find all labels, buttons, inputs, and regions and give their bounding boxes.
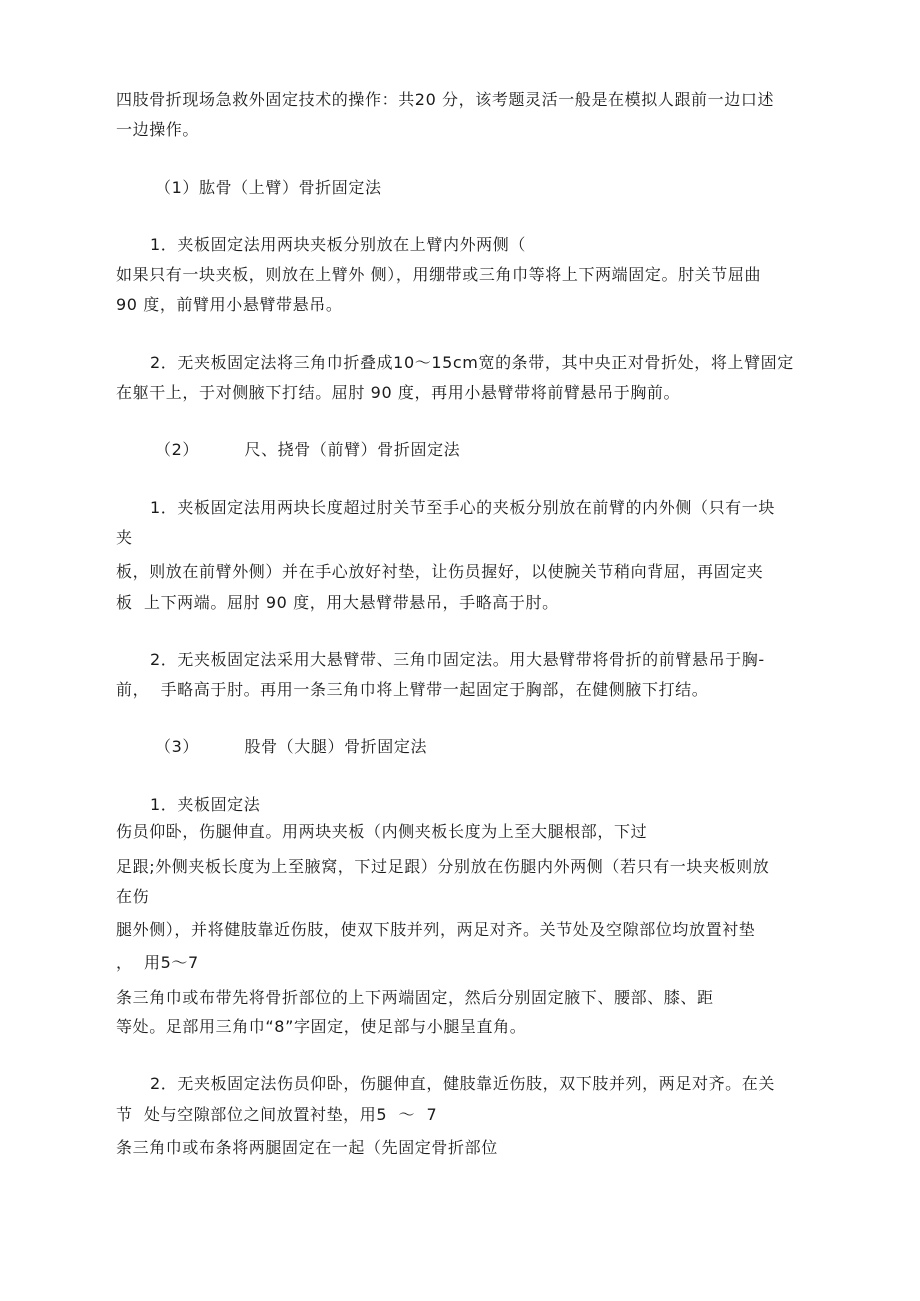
femur-item-2-line-2: 节 处与空隙部位之间放置衬垫，用5 ～ 7 — [116, 1105, 438, 1124]
femur-item-1-line-5: 腿外侧），并将健肢靠近伤肢，使双下肢并列，两足对齐。关节处及空隙部位均放置衬垫 — [116, 920, 756, 939]
forearm-item-2-line-1: 2．无夹板固定法采用大悬臂带、三角巾固定法。用大悬臂带将骨折的前臂悬吊于胸- — [150, 650, 765, 669]
forearm-item-2-line-2: 前， 手略高于肘。再用一条三角巾将上臂带一起固定于胸部，在健侧腋下打结。 — [116, 680, 709, 699]
femur-item-1-line-4: 在伤 — [116, 887, 150, 906]
humerus-item-2-line-2: 在躯干上，于对侧腋下打结。屈肘 90 度，再用小悬臂带将前臂悬吊于胸前。 — [116, 383, 681, 402]
humerus-item-2-line-1: 2．无夹板固定法将三角巾折叠成10～15cm宽的条带，其中央正对骨折处，将上臂固定 — [150, 353, 794, 372]
forearm-item-1-line-3: 板，则放在前臂外侧）并在手心放好衬垫，让伤员握好，以使腕关节稍向背屈，再固定夹 — [116, 562, 764, 581]
femur-item-1-line-8: 等处。足部用三角巾“8”字固定，使足部与小腿呈直角。 — [116, 1017, 527, 1036]
humerus-item-1-line-2: 如果只有一块夹板，则放在上臂外 侧），用绷带或三角巾等将上下两端固定。肘关节屈曲 — [116, 265, 762, 284]
section-heading-humerus: （1）肱骨（上臂）骨折固定法 — [155, 178, 382, 197]
section-heading-femur: （3） 股骨（大腿）骨折固定法 — [155, 737, 428, 756]
humerus-item-1-line-3: 90 度，前臂用小悬臂带悬吊。 — [116, 295, 343, 314]
forearm-item-1-line-2: 夹 — [116, 528, 133, 547]
intro-line-1: 四肢骨折现场急救外固定技术的操作：共20 分，该考题灵活一般是在模拟人跟前一边口述 — [116, 90, 775, 109]
femur-item-2-line-3: 条三角巾或布条将两腿固定在一起（先固定骨折部位 — [116, 1138, 498, 1157]
femur-item-1-line-3: 足跟;外侧夹板长度为上至腋窝，下过足跟）分别放在伤腿内外两侧（若只有一块夹板则放 — [116, 857, 770, 876]
femur-item-1-line-1: 1．夹板固定法 — [150, 795, 261, 814]
femur-item-1-line-6: ， 用5～7 — [116, 953, 199, 972]
intro-line-2: 一边操作。 — [116, 120, 200, 139]
section-heading-forearm: （2） 尺、挠骨（前臂）骨折固定法 — [155, 440, 461, 459]
femur-item-1-line-7: 条三角巾或布带先将骨折部位的上下两端固定，然后分别固定腋下、腰部、膝、距 — [116, 988, 714, 1007]
forearm-item-1-line-4: 板 上下两端。屈肘 90 度，用大悬臂带悬吊，手略高于肘。 — [116, 593, 559, 612]
femur-item-2-line-1: 2．无夹板固定法伤员仰卧，伤腿伸直，健肢靠近伤肢，双下肢并列，两足对齐。在关 — [150, 1074, 775, 1093]
femur-item-1-line-2: 伤员仰卧，伤腿伸直。用两块夹板（内侧夹板长度为上至大腿根部，下过 — [116, 822, 648, 841]
forearm-item-1-line-1: 1．夹板固定法用两块长度超过肘关节至手心的夹板分别放在前臂的内外侧（只有一块 — [150, 498, 775, 517]
humerus-item-1-line-1: 1．夹板固定法用两块夹板分别放在上臂内外两侧（ — [150, 235, 526, 254]
